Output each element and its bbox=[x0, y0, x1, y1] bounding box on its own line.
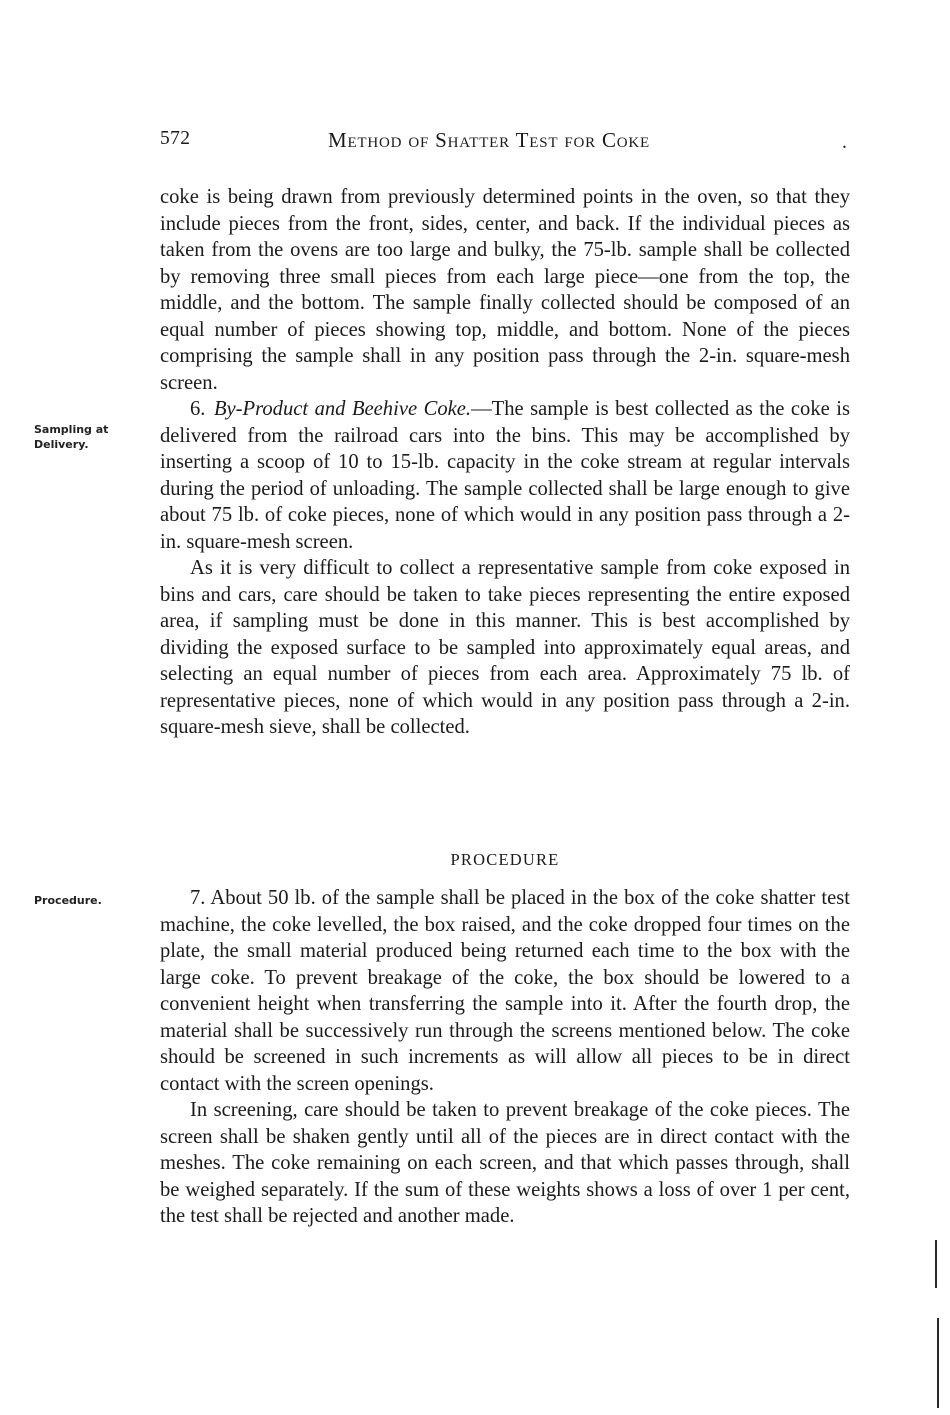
margin-note-line: Delivery. bbox=[34, 438, 89, 451]
page-number: 572 bbox=[160, 128, 191, 149]
paragraph-bins-and-cars: As it is very difficult to collect a representative sample from coke exposed in bins and cars, care should be taken to take pieces representing the entire exposed area, if sampling must be done in this manner. This is best accomplished by dividing the exposed surface to be sampled into approximately equal areas, and selecting an equal number of pieces from each area. Approximately 75 lb. of representative pieces, none of which would in any position pass through a 2-in. square-mesh sieve, shall be collected. bbox=[160, 557, 850, 738]
margin-note-sampling-at-delivery bbox=[34, 422, 154, 452]
scan-edge-mark bbox=[937, 1318, 939, 1408]
paragraph-number: 6. bbox=[190, 398, 206, 420]
header-trailing-mark: . bbox=[842, 132, 848, 153]
margin-note-line: Sampling at bbox=[34, 423, 109, 436]
page-header bbox=[160, 128, 850, 158]
margin-note-procedure: Procedure. bbox=[34, 894, 102, 907]
paragraph-screening: In screening, care should be taken to prevent breakage of the coke pieces. The screen shall be shaken gently until all of the pieces are in direct contact with the meshes. The coke remaining on each screen, and that which passes through, shall be weighed separately. If the sum of these weights shows a loss of over 1 per cent, the test shall be rejected and another made. bbox=[160, 1099, 850, 1227]
paragraph-continued: coke is being drawn from previously determined points in the oven, so that they include pieces from the front, sides, center, and back. If the individual pieces as taken from the ovens are too large and bulky, the 75-lb. sample shall be collected by removing three small pieces from each large piece—one from the top, the middle, and the bottom. The sample finally collected should be composed of an equal number of pieces showing top, middle, and bottom. None of the pieces comprising the sample shall in any position pass through the 2-in. square-mesh screen. bbox=[160, 186, 850, 394]
paragraph-7-procedure: 7. About 50 lb. of the sample shall be placed in the box of the coke shatter test machine, the coke levelled, the box raised, and the coke dropped four times on the plate, the small material produced being returned each time to the box with the large coke. To prevent breakage of the coke, the box should be lowered to a convenient height when transferring the sample into it. After the fourth drop, the material shall be successively run through the screens mentioned below. The coke should be screened in such increments as will allow all pieces to be in direct contact with the screen openings. bbox=[160, 887, 850, 1095]
paragraph-6-by-product bbox=[160, 396, 850, 555]
paragraph-title: By-Product and Beehive Coke. bbox=[213, 398, 472, 420]
section-heading: PROCEDURE bbox=[450, 850, 560, 869]
scan-edge-mark bbox=[935, 1240, 937, 1288]
sampling-text-block bbox=[160, 184, 850, 741]
paragraph-body: —The sample is best collected as the coke is delivered from the railroad cars into the bins. This may be accomplished by inserting a scoop of 10 to 15-lb. capacity in the coke stream at regular intervals during the period of unloading. The sample collected shall be large enough to give about 75 lb. of coke pieces, none of which would in any position pass through a 2-in. square-mesh screen. bbox=[160, 398, 850, 553]
running-title: Method of Shatter Test for Coke bbox=[328, 128, 651, 152]
procedure-text-block bbox=[160, 885, 850, 1230]
